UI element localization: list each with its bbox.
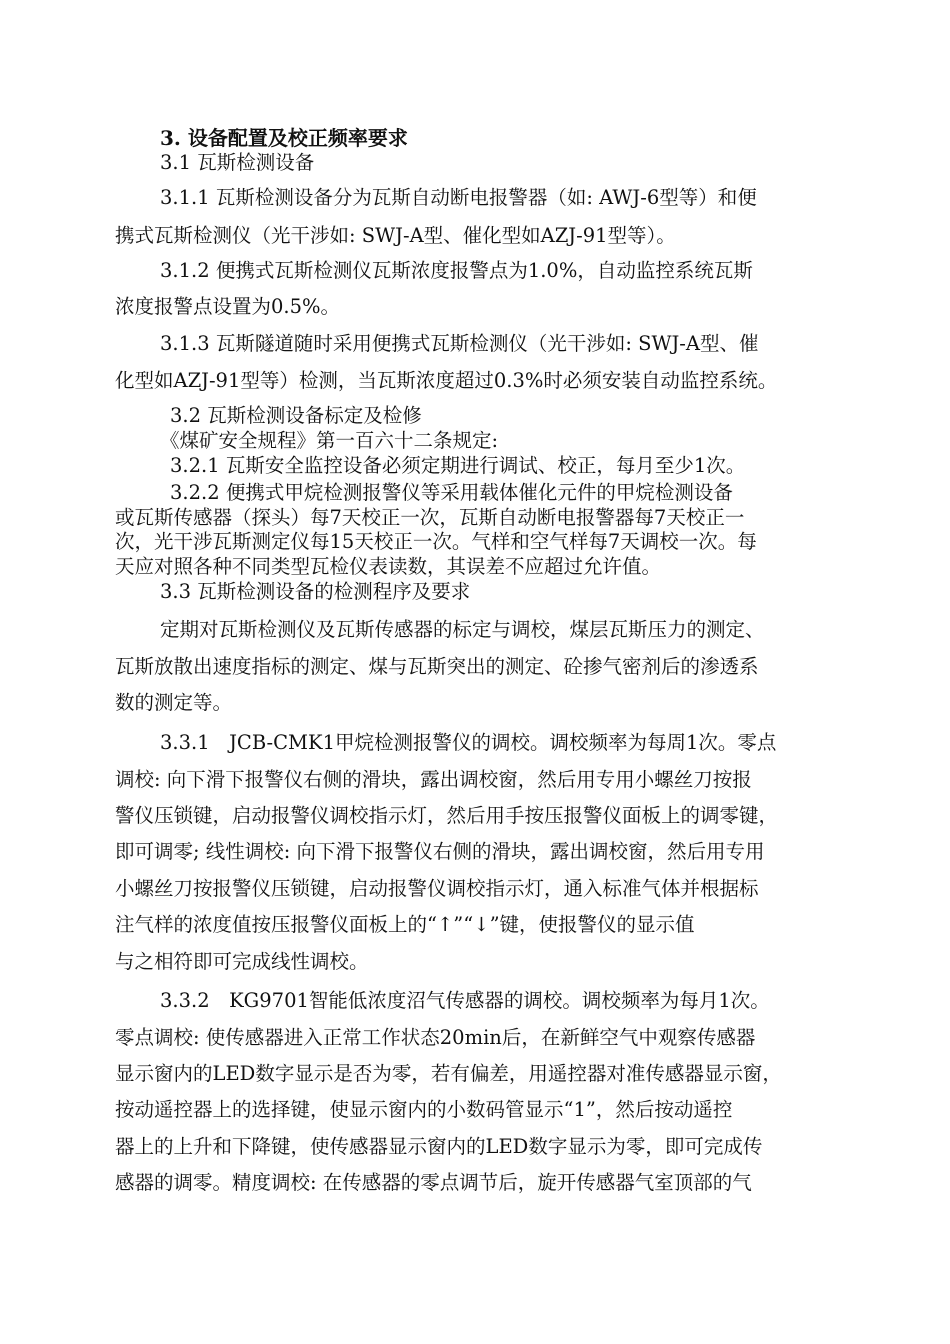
subsection-heading: 3.1 瓦斯检测设备 <box>160 151 315 174</box>
paragraph-line: 瓦斯放散出速度指标的测定、煤与瓦斯突出的测定、砼掺气密剂后的渗透系 <box>115 655 759 678</box>
section-heading: 3. 设备配置及校正频率要求 <box>160 126 408 150</box>
paragraph-line: 与之相符即可完成线性调校。 <box>115 950 369 973</box>
paragraph-line: 3.2.1 瓦斯安全监控设备必须定期进行调试、校正，每月至少1次。 <box>170 454 746 477</box>
paragraph-line: 或瓦斯传感器（探头）每7天校正一次，瓦斯自动断电报警器每7天校正一 <box>115 506 745 529</box>
paragraph-line: 注气样的浓度值按压报警仪面板上的“↑”“↓”键，使报警仪的显示值 <box>115 913 695 936</box>
paragraph-line: 感器的调零。精度调校: 在传感器的零点调节后，旋开传感器气室顶部的气 <box>115 1171 752 1194</box>
paragraph-line: 《煤矿安全规程》第一百六十二条规定: <box>160 429 499 452</box>
paragraph-line: 次，光干涉瓦斯测定仪每15天校正一次。气样和空气样每7天调校一次。每 <box>115 530 757 553</box>
paragraph-line: 3.2.2 便携式甲烷检测报警仪等采用载体催化元件的甲烷检测设备 <box>170 481 733 504</box>
paragraph-line: 定期对瓦斯检测仪及瓦斯传感器的标定与调校，煤层瓦斯压力的测定、 <box>160 618 765 641</box>
paragraph-line: 按动遥控器上的选择键，使显示窗内的小数码管显示“1”，然后按动遥控 <box>115 1098 733 1121</box>
subsection-heading: 3.2 瓦斯检测设备标定及检修 <box>170 404 422 427</box>
paragraph-line: 天应对照各种不同类型瓦检仪表读数，其误差不应超过允许值。 <box>115 555 662 578</box>
paragraph-line: 调校: 向下滑下报警仪右侧的滑块，露出调校窗，然后用专用小螺丝刀按报 <box>115 768 752 791</box>
paragraph-line: 3.3.1 JCB-CMK1甲烷检测报警仪的调校。调校频率为每周1次。零点 <box>160 731 777 754</box>
paragraph-line: 3.1.3 瓦斯隧道随时采用便携式瓦斯检测仪（光干涉如: SWJ-A型、催 <box>160 332 759 355</box>
paragraph-line: 化型如AZJ-91型等）检测，当瓦斯浓度超过0.3%时必须安装自动监控系统。 <box>115 369 778 392</box>
paragraph-line: 数的测定等。 <box>115 691 233 714</box>
paragraph-line: 3.1.2 便携式瓦斯检测仪瓦斯浓度报警点为1.0%，自动监控系统瓦斯 <box>160 259 753 282</box>
paragraph-line: 小螺丝刀按报警仪压锁键，启动报警仪调校指示灯，通入标准气体并根据标 <box>115 877 759 900</box>
paragraph-line: 警仪压锁键，启动报警仪调校指示灯，然后用手按压报警仪面板上的调零键， <box>115 804 779 827</box>
paragraph-line: 即可调零; 线性调校: 向下滑下报警仪右侧的滑块，露出调校窗，然后用专用 <box>115 840 765 863</box>
paragraph-line: 3.1.1 瓦斯检测设备分为瓦斯自动断电报警器（如: AWJ-6型等）和便 <box>160 186 757 209</box>
paragraph-line: 3.3.2 KG9701智能低浓度沼气传感器的调校。调校频率为每月1次。 <box>160 989 770 1012</box>
paragraph-line: 器上的上升和下降键，使传感器显示窗内的LED数字显示为零，即可完成传 <box>115 1135 763 1158</box>
subsection-heading: 3.3 瓦斯检测设备的检测程序及要求 <box>160 580 471 603</box>
paragraph-line: 携式瓦斯检测仪（光干涉如: SWJ-A型、催化型如AZJ-91型等）。 <box>115 224 676 247</box>
paragraph-line: 零点调校: 使传感器进入正常工作状态20min后，在新鲜空气中观察传感器 <box>115 1026 756 1049</box>
paragraph-line: 显示窗内的LED数字显示是否为零，若有偏差，用遥控器对准传感器显示窗， <box>115 1062 782 1085</box>
paragraph-line: 浓度报警点设置为0.5%。 <box>115 295 341 318</box>
